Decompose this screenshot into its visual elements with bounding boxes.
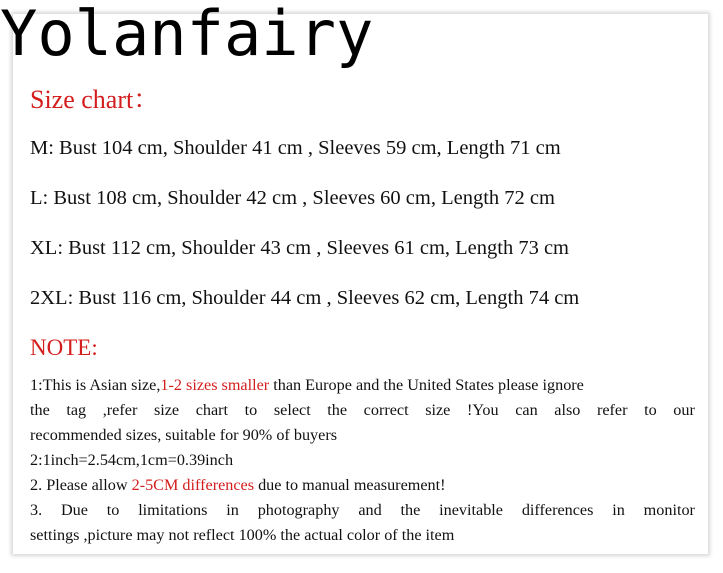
note-word: refer: [596, 401, 628, 419]
note-word: ,refer: [102, 401, 138, 419]
note-item-3-suffix: due to manual measurement!: [254, 476, 446, 494]
note-word: chart: [195, 401, 229, 419]
note-word: correct: [363, 401, 409, 419]
note-word: to: [244, 401, 258, 419]
note-word: size: [153, 401, 180, 419]
note-word: size: [425, 401, 451, 419]
note-word: our: [673, 401, 695, 419]
note-word: to: [106, 501, 120, 519]
size-chart-heading: Size chart：: [30, 85, 160, 114]
note-word: in: [612, 501, 625, 519]
note-item-1-line-3: recommended sizes, suitable for 90% of buyers: [30, 426, 338, 444]
note-heading: NOTE:: [30, 335, 98, 360]
note-item-1-line-2: [30, 400, 695, 420]
note-word: select: [273, 401, 311, 419]
note-word: and: [358, 501, 382, 519]
note-item-3: [30, 475, 695, 495]
note-item-1-prefix: 1:This is Asian size,: [30, 376, 161, 394]
note-word: Due: [60, 501, 88, 519]
size-row-xl: XL: Bust 112 cm, Shoulder 43 cm , Sleeves 61 cm, Length 73 cm: [30, 237, 569, 259]
note-item-1-highlight: 1-2 sizes smaller: [160, 376, 270, 394]
note-item-4-line-1: [30, 500, 695, 520]
size-row-2xl: 2XL: Bust 116 cm, Shoulder 44 cm , Sleeves 62 cm, Length 74 cm: [30, 287, 580, 309]
note-word: to: [644, 401, 657, 419]
brand-logo-text: Yolanfairy: [0, 0, 374, 70]
note-item-3-highlight: 2-5CM differences: [131, 476, 255, 494]
note-word: limitations: [138, 501, 208, 519]
note-item-1-suffix: than Europe and the United States please ignore: [269, 376, 584, 394]
note-word: 3.: [30, 501, 43, 519]
size-row-m: M: Bust 104 cm, Shoulder 41 cm , Sleeves 59 cm, Length 71 cm: [30, 137, 561, 159]
note-word: also: [554, 401, 581, 419]
note-item-2: 2:1inch=2.54cm,1cm=0.39inch: [30, 451, 234, 469]
note-word: the: [400, 501, 421, 519]
size-row-l: L: Bust 108 cm, Shoulder 42 cm , Sleeves 60 cm, Length 72 cm: [30, 187, 555, 209]
note-item-1-line-1: [30, 375, 695, 395]
note-item-4-line-2: settings ,picture may not reflect 100% the actual color of the item: [30, 526, 455, 544]
note-word: photography: [257, 501, 340, 519]
note-word: differences: [521, 501, 594, 519]
note-word: in: [226, 501, 239, 519]
note-item-3-prefix: 2. Please allow: [30, 476, 132, 494]
note-word: the: [30, 401, 50, 419]
note-word: !You: [466, 401, 499, 419]
note-word: the: [327, 401, 348, 419]
note-word: monitor: [643, 501, 695, 519]
note-word: inevitable: [439, 501, 503, 519]
note-word: tag: [66, 401, 87, 419]
note-word: can: [515, 401, 538, 419]
